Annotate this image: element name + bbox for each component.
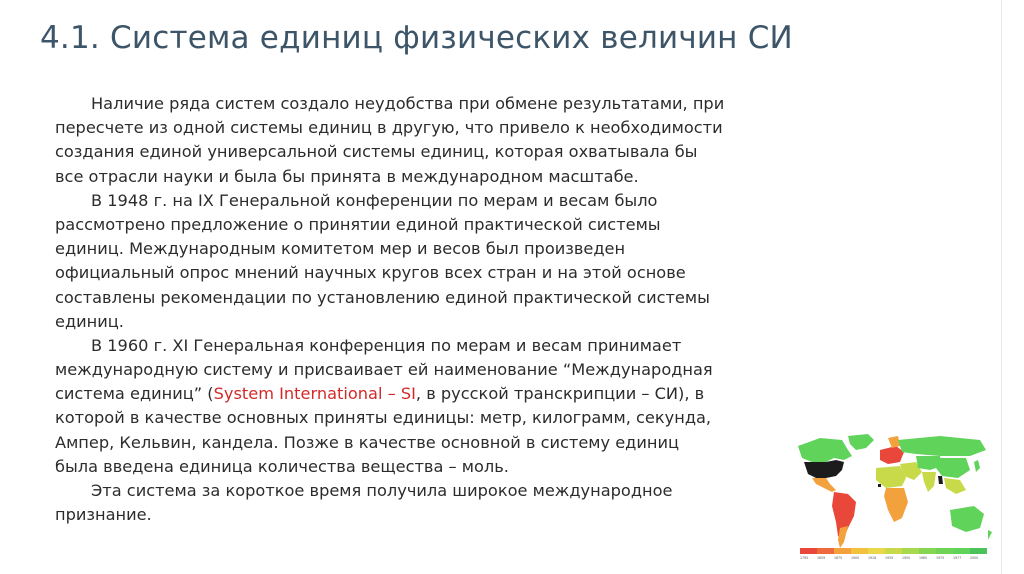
paragraph-line: которой в качестве основных приняты единицы: метр, килограмм, секунда, — [55, 408, 712, 428]
legend-label: 1795 — [800, 556, 809, 560]
legend-label: 1875 — [834, 556, 843, 560]
paragraph-line: единиц. Международным комитетом мер и весов был произведен — [55, 239, 626, 259]
paragraph-line: единиц. — [55, 311, 124, 331]
paragraph-line: создания единой универсальной системы единиц, которая охватывала бы — [55, 142, 698, 162]
map-liberia — [878, 484, 881, 487]
paragraph-line: Ампер, Кельвин, кандела. Позже в качестве основной в систему единиц — [55, 432, 680, 452]
legend-swatch — [800, 548, 817, 554]
paragraph-line: Наличие ряда систем создало неудобства при обмене результатами, при — [91, 94, 725, 113]
legend-label: 1918 — [868, 556, 877, 560]
legend-label: 1859 — [817, 556, 826, 560]
legend-swatch — [902, 548, 919, 554]
legend-label: 1970 — [936, 556, 945, 560]
paragraph-line: В 1960 г. XI Генеральная конференция по мерам и весам принимает — [91, 335, 682, 355]
legend-swatch — [868, 548, 885, 554]
legend-label: 2000 — [970, 556, 979, 560]
legend-swatch — [834, 548, 851, 554]
legend-swatch — [970, 548, 987, 554]
legend-swatch — [936, 548, 953, 554]
paragraph-line: В 1948 г. на IX Генеральной конференции по мерам и весам было — [91, 190, 658, 210]
line-prefix: система единиц” ( — [55, 384, 214, 404]
paragraph-line: была введена единица количества вещества – моль. — [55, 456, 509, 476]
legend-swatch — [817, 548, 834, 554]
legend-swatch — [851, 548, 868, 554]
legend-label: 1950 — [902, 556, 911, 560]
legend-label: 1935 — [885, 556, 894, 560]
legend-label: 1977 — [953, 556, 962, 560]
legend-label: 1960 — [919, 556, 928, 560]
slide-body-text — [55, 92, 830, 527]
paragraph-line: Эта система за короткое время получила широкое международное — [91, 481, 673, 500]
paragraph-line: пересчете из одной системы единиц в другую, что привело к необходимости — [55, 118, 723, 138]
paragraph-line-with-accent — [55, 382, 830, 406]
paragraph-line: признание. — [55, 505, 152, 525]
paragraph-line: рассмотрено предложение о принятии единой практической системы — [55, 214, 661, 234]
paragraph-line: официальный опрос мнений научных кругов всех стран и на этой основе — [55, 263, 686, 283]
si-name-accent: System International – SI — [213, 384, 416, 404]
legend-swatch — [919, 548, 936, 554]
metric-adoption-world-map — [790, 432, 995, 562]
slide-edge-divider — [1001, 0, 1002, 574]
legend-swatch — [885, 548, 902, 554]
paragraph-line: составлены рекомендации по установлению единой практической системы — [55, 287, 710, 307]
legend-swatch — [953, 548, 970, 554]
slide-title: 4.1. Система единиц физических величин СИ — [40, 20, 793, 56]
line-suffix: , в русской транскрипции – СИ), в — [415, 384, 705, 404]
paragraph-line: все отрасли науки и была бы принята в международном масштабе. — [55, 166, 639, 186]
paragraph-line: международную систему и присваивает ей наименование “Международная — [55, 360, 713, 380]
legend-label: 1900 — [851, 556, 860, 560]
